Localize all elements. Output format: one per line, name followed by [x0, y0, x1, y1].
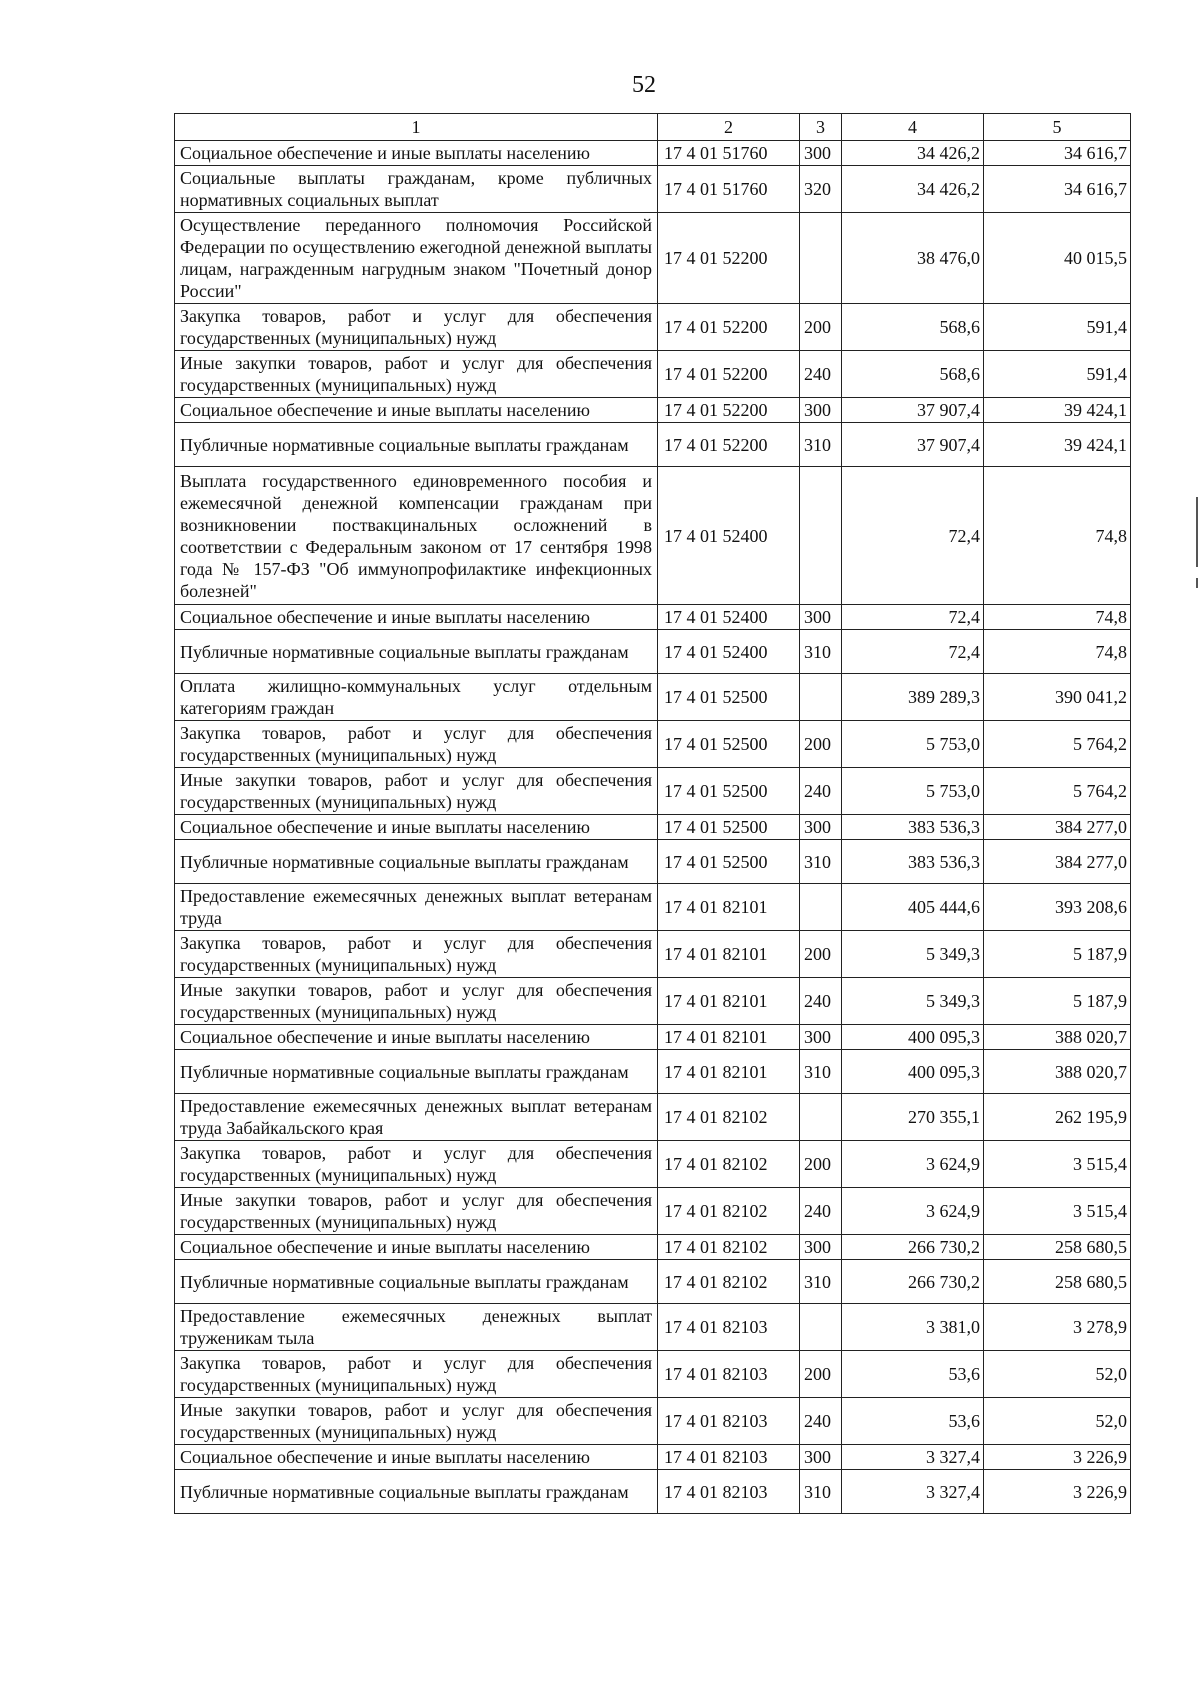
expense-type-cell [800, 674, 842, 721]
expense-type-cell: 200 [800, 931, 842, 978]
row-name-cell: Иные закупки товаров, работ и услуг для обеспечения государственных (муниципальных) нужд [175, 978, 658, 1025]
row-name-cell: Иные закупки товаров, работ и услуг для обеспечения государственных (муниципальных) нужд [175, 1398, 658, 1445]
table-row [175, 141, 1131, 166]
expense-type-cell [800, 884, 842, 931]
table-row [175, 1188, 1131, 1235]
row-name-cell: Предоставление ежемесячных денежных выплат труженикам тыла [175, 1304, 658, 1351]
table-row [175, 840, 1131, 884]
expense-type-cell [800, 1304, 842, 1351]
row-name-cell: Закупка товаров, работ и услуг для обеспечения государственных (муниципальных) нужд [175, 721, 658, 768]
amount-year2-cell: 384 277,0 [984, 815, 1131, 840]
amount-year1-cell: 37 907,4 [842, 423, 984, 467]
expense-type-cell: 300 [800, 1025, 842, 1050]
csr-code-cell: 17 4 01 82103 [658, 1398, 800, 1445]
amount-year1-cell: 383 536,3 [842, 840, 984, 884]
table-row [175, 605, 1131, 630]
table-row [175, 351, 1131, 398]
table-row [175, 1025, 1131, 1050]
amount-year2-cell: 3 226,9 [984, 1470, 1131, 1514]
expense-type-cell [800, 467, 842, 605]
amount-year1-cell: 72,4 [842, 467, 984, 605]
amount-year1-cell: 72,4 [842, 630, 984, 674]
row-name-cell: Социальное обеспечение и иные выплаты населению [175, 141, 658, 166]
amount-year1-cell: 3 624,9 [842, 1188, 984, 1235]
expense-type-cell: 300 [800, 1445, 842, 1470]
amount-year1-cell: 3 381,0 [842, 1304, 984, 1351]
amount-year2-cell: 74,8 [984, 630, 1131, 674]
amount-year2-cell: 5 187,9 [984, 978, 1131, 1025]
row-name-cell: Социальное обеспечение и иные выплаты населению [175, 1445, 658, 1470]
amount-year1-cell: 568,6 [842, 304, 984, 351]
amount-year2-cell: 388 020,7 [984, 1050, 1131, 1094]
amount-year1-cell: 400 095,3 [842, 1050, 984, 1094]
expense-type-cell: 300 [800, 815, 842, 840]
csr-code-cell: 17 4 01 52500 [658, 674, 800, 721]
expense-type-cell: 200 [800, 721, 842, 768]
amount-year1-cell: 270 355,1 [842, 1094, 984, 1141]
amount-year1-cell: 72,4 [842, 605, 984, 630]
amount-year2-cell: 40 015,5 [984, 213, 1131, 304]
csr-code-cell: 17 4 01 82101 [658, 978, 800, 1025]
amount-year1-cell: 266 730,2 [842, 1235, 984, 1260]
amount-year2-cell: 591,4 [984, 351, 1131, 398]
amount-year2-cell: 3 278,9 [984, 1304, 1131, 1351]
csr-code-cell: 17 4 01 52500 [658, 815, 800, 840]
amount-year1-cell: 34 426,2 [842, 141, 984, 166]
csr-code-cell: 17 4 01 82103 [658, 1351, 800, 1398]
table-row [175, 721, 1131, 768]
amount-year1-cell: 3 327,4 [842, 1470, 984, 1514]
row-name-cell: Публичные нормативные социальные выплаты гражданам [175, 1050, 658, 1094]
table-row [175, 884, 1131, 931]
csr-code-cell: 17 4 01 51760 [658, 141, 800, 166]
amount-year2-cell: 34 616,7 [984, 141, 1131, 166]
amount-year2-cell: 5 187,9 [984, 931, 1131, 978]
csr-code-cell: 17 4 01 82101 [658, 1050, 800, 1094]
amount-year2-cell: 52,0 [984, 1398, 1131, 1445]
expense-type-cell [800, 1094, 842, 1141]
budget-table [174, 113, 1131, 1514]
row-name-cell: Социальное обеспечение и иные выплаты населению [175, 1235, 658, 1260]
csr-code-cell: 17 4 01 52500 [658, 840, 800, 884]
expense-type-cell: 310 [800, 423, 842, 467]
amount-year2-cell: 5 764,2 [984, 721, 1131, 768]
header-cell: 5 [984, 114, 1131, 141]
csr-code-cell: 17 4 01 52200 [658, 304, 800, 351]
csr-code-cell: 17 4 01 52200 [658, 423, 800, 467]
expense-type-cell: 240 [800, 978, 842, 1025]
row-name-cell: Публичные нормативные социальные выплаты гражданам [175, 1470, 658, 1514]
amount-year2-cell: 74,8 [984, 605, 1131, 630]
table-row [175, 1398, 1131, 1445]
csr-code-cell: 17 4 01 82102 [658, 1141, 800, 1188]
amount-year2-cell: 74,8 [984, 467, 1131, 605]
row-name-cell: Осуществление переданного полномочия Российской Федерации по осуществлению ежегодной денежной выплаты лицам, награжденным нагрудным знаком "Почетный донор России" [175, 213, 658, 304]
table-row [175, 1304, 1131, 1351]
table-row [175, 768, 1131, 815]
amount-year1-cell: 53,6 [842, 1398, 984, 1445]
amount-year2-cell: 393 208,6 [984, 884, 1131, 931]
csr-code-cell: 17 4 01 52500 [658, 768, 800, 815]
table-row [175, 1094, 1131, 1141]
row-name-cell: Иные закупки товаров, работ и услуг для обеспечения государственных (муниципальных) нужд [175, 351, 658, 398]
amount-year1-cell: 37 907,4 [842, 398, 984, 423]
amount-year1-cell: 389 289,3 [842, 674, 984, 721]
csr-code-cell: 17 4 01 52500 [658, 721, 800, 768]
expense-type-cell: 200 [800, 1351, 842, 1398]
amount-year2-cell: 39 424,1 [984, 398, 1131, 423]
row-name-cell: Закупка товаров, работ и услуг для обеспечения государственных (муниципальных) нужд [175, 931, 658, 978]
expense-type-cell: 240 [800, 768, 842, 815]
csr-code-cell: 17 4 01 52400 [658, 605, 800, 630]
csr-code-cell: 17 4 01 51760 [658, 166, 800, 213]
expense-type-cell: 310 [800, 630, 842, 674]
table-header-row [175, 114, 1131, 141]
row-name-cell: Социальное обеспечение и иные выплаты населению [175, 605, 658, 630]
table-row [175, 166, 1131, 213]
expense-type-cell: 310 [800, 840, 842, 884]
csr-code-cell: 17 4 01 82103 [658, 1304, 800, 1351]
amount-year2-cell: 34 616,7 [984, 166, 1131, 213]
expense-type-cell: 200 [800, 304, 842, 351]
amount-year2-cell: 591,4 [984, 304, 1131, 351]
amount-year1-cell: 400 095,3 [842, 1025, 984, 1050]
row-name-cell: Оплата жилищно-коммунальных услуг отдельным категориям граждан [175, 674, 658, 721]
expense-type-cell: 240 [800, 1398, 842, 1445]
amount-year1-cell: 266 730,2 [842, 1260, 984, 1304]
expense-type-cell: 310 [800, 1260, 842, 1304]
row-name-cell: Публичные нормативные социальные выплаты гражданам [175, 840, 658, 884]
row-name-cell: Публичные нормативные социальные выплаты гражданам [175, 630, 658, 674]
row-name-cell: Социальное обеспечение и иные выплаты населению [175, 398, 658, 423]
amount-year2-cell: 39 424,1 [984, 423, 1131, 467]
table-row [175, 398, 1131, 423]
expense-type-cell: 200 [800, 1141, 842, 1188]
row-name-cell: Иные закупки товаров, работ и услуг для обеспечения государственных (муниципальных) нужд [175, 768, 658, 815]
amount-year2-cell: 3 515,4 [984, 1141, 1131, 1188]
csr-code-cell: 17 4 01 82102 [658, 1188, 800, 1235]
scan-mark [1196, 497, 1198, 567]
csr-code-cell: 17 4 01 82101 [658, 1025, 800, 1050]
row-name-cell: Выплата государственного единовременного пособия и ежемесячной денежной компенсации гражданам при возникновении поствакцинальных осложнений в соответствии с Федеральным законом от 17 сентября 1998 года № 157-ФЗ "Об иммунопрофилактике инфекционных болезней" [175, 467, 658, 605]
expense-type-cell: 310 [800, 1470, 842, 1514]
csr-code-cell: 17 4 01 82103 [658, 1470, 800, 1514]
header-cell: 3 [800, 114, 842, 141]
row-name-cell: Предоставление ежемесячных денежных выплат ветеранам труда Забайкальского края [175, 1094, 658, 1141]
expense-type-cell: 300 [800, 605, 842, 630]
row-name-cell: Социальное обеспечение и иные выплаты населению [175, 815, 658, 840]
amount-year2-cell: 3 515,4 [984, 1188, 1131, 1235]
csr-code-cell: 17 4 01 52400 [658, 630, 800, 674]
amount-year1-cell: 5 753,0 [842, 768, 984, 815]
table-row [175, 1470, 1131, 1514]
row-name-cell: Публичные нормативные социальные выплаты гражданам [175, 423, 658, 467]
amount-year1-cell: 3 327,4 [842, 1445, 984, 1470]
expense-type-cell: 300 [800, 398, 842, 423]
amount-year2-cell: 258 680,5 [984, 1260, 1131, 1304]
csr-code-cell: 17 4 01 82103 [658, 1445, 800, 1470]
table-row [175, 423, 1131, 467]
amount-year1-cell: 34 426,2 [842, 166, 984, 213]
expense-type-cell: 300 [800, 141, 842, 166]
amount-year2-cell: 388 020,7 [984, 1025, 1131, 1050]
expense-type-cell: 320 [800, 166, 842, 213]
amount-year2-cell: 52,0 [984, 1351, 1131, 1398]
table-row [175, 978, 1131, 1025]
amount-year1-cell: 38 476,0 [842, 213, 984, 304]
amount-year1-cell: 568,6 [842, 351, 984, 398]
amount-year2-cell: 3 226,9 [984, 1445, 1131, 1470]
row-name-cell: Закупка товаров, работ и услуг для обеспечения государственных (муниципальных) нужд [175, 1351, 658, 1398]
amount-year1-cell: 5 753,0 [842, 721, 984, 768]
row-name-cell: Социальные выплаты гражданам, кроме публичных нормативных социальных выплат [175, 166, 658, 213]
amount-year1-cell: 5 349,3 [842, 931, 984, 978]
expense-type-cell: 240 [800, 1188, 842, 1235]
scan-mark [1196, 578, 1198, 588]
table-row [175, 931, 1131, 978]
csr-code-cell: 17 4 01 82102 [658, 1235, 800, 1260]
table-row [175, 304, 1131, 351]
expense-type-cell [800, 213, 842, 304]
header-cell: 4 [842, 114, 984, 141]
expense-type-cell: 240 [800, 351, 842, 398]
expense-type-cell: 300 [800, 1235, 842, 1260]
csr-code-cell: 17 4 01 52200 [658, 351, 800, 398]
csr-code-cell: 17 4 01 52200 [658, 213, 800, 304]
amount-year1-cell: 3 624,9 [842, 1141, 984, 1188]
header-cell: 1 [175, 114, 658, 141]
csr-code-cell: 17 4 01 52200 [658, 398, 800, 423]
header-cell: 2 [658, 114, 800, 141]
amount-year1-cell: 383 536,3 [842, 815, 984, 840]
csr-code-cell: 17 4 01 82102 [658, 1260, 800, 1304]
amount-year1-cell: 5 349,3 [842, 978, 984, 1025]
amount-year1-cell: 53,6 [842, 1351, 984, 1398]
row-name-cell: Предоставление ежемесячных денежных выплат ветеранам труда [175, 884, 658, 931]
table-row [175, 1235, 1131, 1260]
table-row [175, 1445, 1131, 1470]
row-name-cell: Закупка товаров, работ и услуг для обеспечения государственных (муниципальных) нужд [175, 304, 658, 351]
table-row [175, 1351, 1131, 1398]
csr-code-cell: 17 4 01 82102 [658, 1094, 800, 1141]
table-row [175, 630, 1131, 674]
table-row [175, 467, 1131, 605]
amount-year2-cell: 384 277,0 [984, 840, 1131, 884]
amount-year2-cell: 262 195,9 [984, 1094, 1131, 1141]
amount-year2-cell: 5 764,2 [984, 768, 1131, 815]
amount-year2-cell: 390 041,2 [984, 674, 1131, 721]
table-row [175, 1050, 1131, 1094]
table-row [175, 815, 1131, 840]
csr-code-cell: 17 4 01 82101 [658, 931, 800, 978]
row-name-cell: Закупка товаров, работ и услуг для обеспечения государственных (муниципальных) нужд [175, 1141, 658, 1188]
expense-type-cell: 310 [800, 1050, 842, 1094]
row-name-cell: Иные закупки товаров, работ и услуг для обеспечения государственных (муниципальных) нужд [175, 1188, 658, 1235]
row-name-cell: Социальное обеспечение и иные выплаты населению [175, 1025, 658, 1050]
csr-code-cell: 17 4 01 82101 [658, 884, 800, 931]
csr-code-cell: 17 4 01 52400 [658, 467, 800, 605]
amount-year1-cell: 405 444,6 [842, 884, 984, 931]
row-name-cell: Публичные нормативные социальные выплаты гражданам [175, 1260, 658, 1304]
table-row [175, 1260, 1131, 1304]
page-number: 52 [632, 72, 656, 98]
table-row [175, 674, 1131, 721]
amount-year2-cell: 258 680,5 [984, 1235, 1131, 1260]
table-row [175, 213, 1131, 304]
table-row [175, 1141, 1131, 1188]
